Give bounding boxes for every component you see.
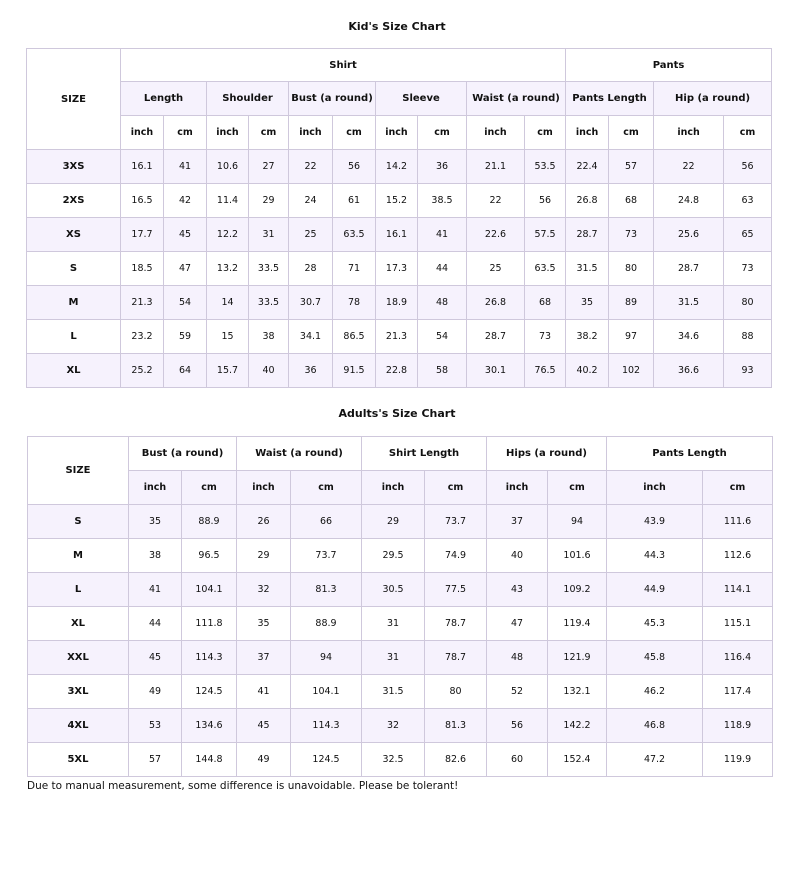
value-cell: 25.2 — [121, 354, 164, 388]
measure-header: Sleeve — [376, 82, 467, 116]
value-cell: 94 — [548, 505, 607, 539]
value-cell: 63.5 — [525, 252, 566, 286]
unit-header-cm: cm — [609, 116, 654, 150]
value-cell: 96.5 — [182, 539, 237, 573]
size-cell: 3XL — [28, 675, 129, 709]
value-cell: 46.2 — [607, 675, 703, 709]
size-cell: XXL — [28, 641, 129, 675]
value-cell: 60 — [487, 743, 548, 777]
value-cell: 102 — [609, 354, 654, 388]
value-cell: 57 — [609, 150, 654, 184]
measurement-note: Due to manual measurement, some difference is unavoidable. Please be tolerant! — [27, 780, 459, 792]
value-cell: 86.5 — [333, 320, 376, 354]
value-cell: 29 — [237, 539, 291, 573]
value-cell: 78.7 — [425, 641, 487, 675]
measure-header: Hips (a round) — [487, 437, 607, 471]
table-row — [27, 252, 772, 286]
table-row — [28, 539, 773, 573]
value-cell: 73 — [525, 320, 566, 354]
unit-header-inch: inch — [654, 116, 724, 150]
table-row — [28, 505, 773, 539]
value-cell: 119.4 — [548, 607, 607, 641]
size-header: SIZE — [28, 437, 129, 505]
value-cell: 48 — [418, 286, 467, 320]
value-cell: 35 — [129, 505, 182, 539]
value-cell: 24 — [289, 184, 333, 218]
value-cell: 32 — [362, 709, 425, 743]
value-cell: 134.6 — [182, 709, 237, 743]
value-cell: 34.1 — [289, 320, 333, 354]
kids-chart-title: Kid's Size Chart — [348, 20, 446, 33]
value-cell: 36 — [289, 354, 333, 388]
value-cell: 30.5 — [362, 573, 425, 607]
value-cell: 65 — [724, 218, 772, 252]
value-cell: 22.8 — [376, 354, 418, 388]
unit-header-cm: cm — [418, 116, 467, 150]
value-cell: 30.1 — [467, 354, 525, 388]
measure-header: Shirt Length — [362, 437, 487, 471]
unit-header-inch: inch — [289, 116, 333, 150]
unit-header-inch: inch — [607, 471, 703, 505]
value-cell: 80 — [609, 252, 654, 286]
value-cell: 91.5 — [333, 354, 376, 388]
value-cell: 32 — [237, 573, 291, 607]
value-cell: 73.7 — [291, 539, 362, 573]
value-cell: 144.8 — [182, 743, 237, 777]
unit-header-cm: cm — [525, 116, 566, 150]
pants-group-header: Pants — [566, 49, 772, 82]
value-cell: 31 — [249, 218, 289, 252]
value-cell: 45 — [237, 709, 291, 743]
value-cell: 64 — [164, 354, 207, 388]
value-cell: 52 — [487, 675, 548, 709]
value-cell: 46.8 — [607, 709, 703, 743]
value-cell: 53 — [129, 709, 182, 743]
value-cell: 22.6 — [467, 218, 525, 252]
size-cell: S — [28, 505, 129, 539]
value-cell: 88.9 — [291, 607, 362, 641]
value-cell: 152.4 — [548, 743, 607, 777]
value-cell: 111.8 — [182, 607, 237, 641]
table-row — [28, 743, 773, 777]
value-cell: 42 — [164, 184, 207, 218]
value-cell: 36.6 — [654, 354, 724, 388]
value-cell: 30.7 — [289, 286, 333, 320]
value-cell: 111.6 — [703, 505, 773, 539]
value-cell: 28.7 — [566, 218, 609, 252]
value-cell: 77.5 — [425, 573, 487, 607]
value-cell: 117.4 — [703, 675, 773, 709]
value-cell: 25.6 — [654, 218, 724, 252]
value-cell: 28 — [289, 252, 333, 286]
size-cell: L — [27, 320, 121, 354]
value-cell: 82.6 — [425, 743, 487, 777]
value-cell: 124.5 — [182, 675, 237, 709]
size-cell: M — [27, 286, 121, 320]
value-cell: 15.2 — [376, 184, 418, 218]
unit-header-cm: cm — [164, 116, 207, 150]
unit-header-cm: cm — [333, 116, 376, 150]
value-cell: 33.5 — [249, 252, 289, 286]
unit-header-inch: inch — [129, 471, 182, 505]
unit-header-inch: inch — [237, 471, 291, 505]
value-cell: 45.8 — [607, 641, 703, 675]
value-cell: 80 — [724, 286, 772, 320]
value-cell: 15.7 — [207, 354, 249, 388]
value-cell: 14 — [207, 286, 249, 320]
value-cell: 44 — [129, 607, 182, 641]
value-cell: 38.5 — [418, 184, 467, 218]
value-cell: 38.2 — [566, 320, 609, 354]
measure-header: Bust (a round) — [289, 82, 376, 116]
value-cell: 16.1 — [121, 150, 164, 184]
table-row — [27, 184, 772, 218]
value-cell: 88 — [724, 320, 772, 354]
value-cell: 29 — [249, 184, 289, 218]
value-cell: 54 — [164, 286, 207, 320]
value-cell: 32.5 — [362, 743, 425, 777]
value-cell: 21.1 — [467, 150, 525, 184]
value-cell: 81.3 — [291, 573, 362, 607]
value-cell: 38 — [249, 320, 289, 354]
value-cell: 28.7 — [654, 252, 724, 286]
value-cell: 29.5 — [362, 539, 425, 573]
table-row — [28, 641, 773, 675]
value-cell: 40 — [487, 539, 548, 573]
value-cell: 119.9 — [703, 743, 773, 777]
value-cell: 71 — [333, 252, 376, 286]
value-cell: 59 — [164, 320, 207, 354]
value-cell: 22 — [654, 150, 724, 184]
size-cell: XL — [28, 607, 129, 641]
kids-size-table — [26, 48, 772, 388]
table-row — [27, 218, 772, 252]
table-row — [28, 709, 773, 743]
size-cell: L — [28, 573, 129, 607]
measure-header: Bust (a round) — [129, 437, 237, 471]
value-cell: 43 — [487, 573, 548, 607]
value-cell: 44.3 — [607, 539, 703, 573]
value-cell: 109.2 — [548, 573, 607, 607]
value-cell: 80 — [425, 675, 487, 709]
measure-header: Pants Length — [607, 437, 773, 471]
value-cell: 47 — [164, 252, 207, 286]
measure-header: Waist (a round) — [237, 437, 362, 471]
value-cell: 11.4 — [207, 184, 249, 218]
value-cell: 22.4 — [566, 150, 609, 184]
value-cell: 37 — [487, 505, 548, 539]
value-cell: 31.5 — [566, 252, 609, 286]
value-cell: 68 — [525, 286, 566, 320]
value-cell: 44.9 — [607, 573, 703, 607]
value-cell: 115.1 — [703, 607, 773, 641]
value-cell: 56 — [525, 184, 566, 218]
value-cell: 10.6 — [207, 150, 249, 184]
table-row — [28, 607, 773, 641]
value-cell: 101.6 — [548, 539, 607, 573]
value-cell: 56 — [724, 150, 772, 184]
value-cell: 22 — [467, 184, 525, 218]
size-cell: S — [27, 252, 121, 286]
value-cell: 48 — [487, 641, 548, 675]
value-cell: 24.8 — [654, 184, 724, 218]
value-cell: 118.9 — [703, 709, 773, 743]
unit-header-inch: inch — [487, 471, 548, 505]
value-cell: 31.5 — [654, 286, 724, 320]
value-cell: 121.9 — [548, 641, 607, 675]
value-cell: 63 — [724, 184, 772, 218]
value-cell: 18.9 — [376, 286, 418, 320]
value-cell: 17.3 — [376, 252, 418, 286]
measure-header: Shoulder — [207, 82, 289, 116]
unit-header-inch: inch — [207, 116, 249, 150]
measure-header: Waist (a round) — [467, 82, 566, 116]
unit-header-cm: cm — [249, 116, 289, 150]
unit-header-inch: inch — [121, 116, 164, 150]
value-cell: 49 — [129, 675, 182, 709]
table-row — [28, 573, 773, 607]
value-cell: 41 — [418, 218, 467, 252]
measure-header: Length — [121, 82, 207, 116]
value-cell: 94 — [291, 641, 362, 675]
value-cell: 40.2 — [566, 354, 609, 388]
value-cell: 74.9 — [425, 539, 487, 573]
value-cell: 76.5 — [525, 354, 566, 388]
value-cell: 25 — [467, 252, 525, 286]
value-cell: 88.9 — [182, 505, 237, 539]
value-cell: 104.1 — [291, 675, 362, 709]
size-header: SIZE — [27, 49, 121, 150]
value-cell: 56 — [333, 150, 376, 184]
value-cell: 17.7 — [121, 218, 164, 252]
value-cell: 114.3 — [291, 709, 362, 743]
value-cell: 93 — [724, 354, 772, 388]
value-cell: 33.5 — [249, 286, 289, 320]
value-cell: 114.1 — [703, 573, 773, 607]
value-cell: 78.7 — [425, 607, 487, 641]
value-cell: 40 — [249, 354, 289, 388]
value-cell: 68 — [609, 184, 654, 218]
unit-header-cm: cm — [548, 471, 607, 505]
value-cell: 41 — [129, 573, 182, 607]
value-cell: 31.5 — [362, 675, 425, 709]
value-cell: 114.3 — [182, 641, 237, 675]
value-cell: 73 — [609, 218, 654, 252]
value-cell: 14.2 — [376, 150, 418, 184]
table-row — [27, 320, 772, 354]
value-cell: 31 — [362, 607, 425, 641]
unit-header-inch: inch — [566, 116, 609, 150]
value-cell: 35 — [566, 286, 609, 320]
measure-header: Pants Length — [566, 82, 654, 116]
value-cell: 66 — [291, 505, 362, 539]
size-cell: XS — [27, 218, 121, 252]
value-cell: 41 — [237, 675, 291, 709]
value-cell: 44 — [418, 252, 467, 286]
value-cell: 35 — [237, 607, 291, 641]
value-cell: 45.3 — [607, 607, 703, 641]
value-cell: 34.6 — [654, 320, 724, 354]
unit-header-cm: cm — [724, 116, 772, 150]
table-row — [27, 354, 772, 388]
value-cell: 29 — [362, 505, 425, 539]
value-cell: 116.4 — [703, 641, 773, 675]
unit-header-cm: cm — [425, 471, 487, 505]
unit-header-cm: cm — [291, 471, 362, 505]
value-cell: 61 — [333, 184, 376, 218]
value-cell: 38 — [129, 539, 182, 573]
measure-header: Hip (a round) — [654, 82, 772, 116]
value-cell: 112.6 — [703, 539, 773, 573]
value-cell: 26 — [237, 505, 291, 539]
value-cell: 58 — [418, 354, 467, 388]
value-cell: 47 — [487, 607, 548, 641]
value-cell: 78 — [333, 286, 376, 320]
value-cell: 18.5 — [121, 252, 164, 286]
size-cell: 4XL — [28, 709, 129, 743]
unit-header-inch: inch — [362, 471, 425, 505]
value-cell: 26.8 — [467, 286, 525, 320]
value-cell: 47.2 — [607, 743, 703, 777]
unit-header-inch: inch — [467, 116, 525, 150]
value-cell: 36 — [418, 150, 467, 184]
value-cell: 27 — [249, 150, 289, 184]
value-cell: 21.3 — [376, 320, 418, 354]
value-cell: 41 — [164, 150, 207, 184]
size-cell: 2XS — [27, 184, 121, 218]
value-cell: 81.3 — [425, 709, 487, 743]
table-row — [28, 675, 773, 709]
unit-header-inch: inch — [376, 116, 418, 150]
value-cell: 53.5 — [525, 150, 566, 184]
value-cell: 22 — [289, 150, 333, 184]
value-cell: 12.2 — [207, 218, 249, 252]
adults-chart-title: Adults's Size Chart — [338, 407, 456, 420]
size-cell: M — [28, 539, 129, 573]
value-cell: 142.2 — [548, 709, 607, 743]
value-cell: 16.1 — [376, 218, 418, 252]
value-cell: 49 — [237, 743, 291, 777]
value-cell: 28.7 — [467, 320, 525, 354]
table-row — [27, 150, 772, 184]
shirt-group-header: Shirt — [121, 49, 566, 82]
value-cell: 45 — [164, 218, 207, 252]
value-cell: 13.2 — [207, 252, 249, 286]
value-cell: 25 — [289, 218, 333, 252]
value-cell: 45 — [129, 641, 182, 675]
value-cell: 16.5 — [121, 184, 164, 218]
value-cell: 57.5 — [525, 218, 566, 252]
size-cell: 3XS — [27, 150, 121, 184]
value-cell: 132.1 — [548, 675, 607, 709]
value-cell: 73.7 — [425, 505, 487, 539]
value-cell: 43.9 — [607, 505, 703, 539]
value-cell: 63.5 — [333, 218, 376, 252]
value-cell: 15 — [207, 320, 249, 354]
unit-header-cm: cm — [703, 471, 773, 505]
value-cell: 104.1 — [182, 573, 237, 607]
value-cell: 73 — [724, 252, 772, 286]
value-cell: 21.3 — [121, 286, 164, 320]
value-cell: 56 — [487, 709, 548, 743]
value-cell: 26.8 — [566, 184, 609, 218]
adults-size-table — [27, 436, 773, 777]
value-cell: 89 — [609, 286, 654, 320]
table-row — [27, 286, 772, 320]
value-cell: 57 — [129, 743, 182, 777]
size-cell: XL — [27, 354, 121, 388]
value-cell: 97 — [609, 320, 654, 354]
value-cell: 23.2 — [121, 320, 164, 354]
size-cell: 5XL — [28, 743, 129, 777]
unit-header-cm: cm — [182, 471, 237, 505]
value-cell: 54 — [418, 320, 467, 354]
value-cell: 37 — [237, 641, 291, 675]
value-cell: 124.5 — [291, 743, 362, 777]
value-cell: 31 — [362, 641, 425, 675]
